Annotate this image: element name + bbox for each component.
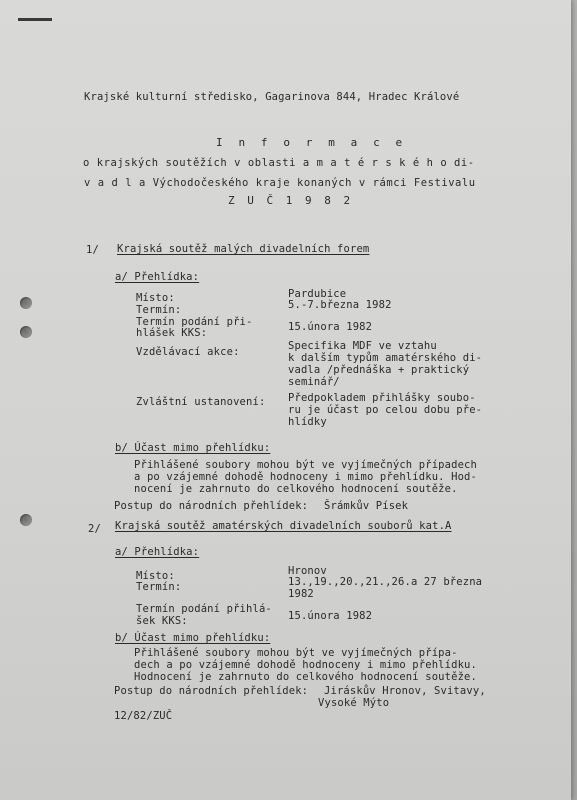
advance-label: Postup do národních přehlídek: [114,500,309,512]
subtitle-line-3: Z U Č 1 9 8 2 [228,194,354,207]
reference-number: 12/82/ZUČ [114,710,173,722]
deadline-value: 15.února 1982 [288,610,373,622]
deadline-value: 15.února 1982 [288,321,373,333]
deadline-label: hlášek KKS: [136,327,208,339]
punch-hole [20,326,32,338]
term-label: Termín: [136,581,182,593]
advance-value: Jiráskův Hronov, Svitavy, [324,685,486,697]
deadline-label: Termín podání při- [136,316,253,328]
section-1-heading: Krajská soutěž malých divadelních forem [117,243,370,255]
section-1-subheading-a: a/ Přehlídka: [115,271,200,283]
paragraph-line: dech a po vzájemné dohodě hodnoceny i mimo přehlídku. [134,659,477,671]
paragraph-line: nocení je zahrnuto do celkového hodnocení soutěže. [134,483,458,495]
special-label: Zvláštní ustanovení: [136,396,266,408]
advance-value: Vysoké Mýto [318,697,390,709]
term-value: 5.-7.března 1982 [288,299,392,311]
punch-hole [20,514,32,526]
special-value: hlídky [288,416,327,428]
education-value: seminář/ [288,376,340,388]
place-value: Pardubice [288,288,347,300]
term-label: Termín: [136,304,182,316]
paragraph-line: Hodnocení je zahrnuto do celkového hodnocení soutěže. [134,671,477,683]
document-title: I n f o r m a c e [216,136,407,149]
paragraph-line: Přihlášené soubory mohou být ve vyjímečných přípa- [134,647,458,659]
special-value: ru je účast po celou dobu pře- [288,404,483,416]
deadline-label: šek KKS: [136,615,188,627]
place-label: Místo: [136,570,175,582]
subtitle-line-1: o krajských soutěžích v oblasti a m a t é r s k é h o di- [83,157,475,169]
term-value: 13.,19.,20.,21.,26.a 27 března [288,576,483,588]
special-value: Předpokladem přihlášky soubo- [288,392,476,404]
education-value: k dalším typům amatérského di- [288,352,483,364]
section-2-subheading-a: a/ Přehlídka: [115,546,200,558]
section-2-heading: Krajská soutěž amatérských divadelních souborů kat.A [115,520,452,532]
subtitle-line-2: v a d l a Východočeského kraje konaných v rámci Festivalu [84,177,476,189]
organization-line: Krajské kulturní středisko, Gagarinova 844, Hradec Králové [84,91,460,103]
edge-mark [18,18,52,21]
place-label: Místo: [136,292,175,304]
paragraph-line: a po vzájemné dohodě hodnoceny i mimo přehlídku. Hod- [134,471,477,483]
advance-label: Postup do národních přehlídek: [114,685,309,697]
deadline-label: Termín podání přihlá- [136,603,272,615]
punch-hole [20,297,32,309]
section-1-number: 1/ [86,244,99,256]
place-value: Hronov [288,565,327,577]
advance-value: Šrámkův Písek [324,500,409,512]
section-2-number: 2/ [88,523,101,535]
term-value: 1982 [288,588,314,600]
section-2-subheading-b: b/ Účast mimo přehlídku: [115,632,271,644]
education-value: Specifika MDF ve vztahu [288,340,437,352]
paragraph-line: Přihlášené soubory mohou být ve vyjímečných případech [134,459,477,471]
education-value: vadla /přednáška + praktický [288,364,470,376]
education-label: Vzdělávací akce: [136,346,240,358]
section-1-subheading-b: b/ Účast mimo přehlídku: [115,442,271,454]
